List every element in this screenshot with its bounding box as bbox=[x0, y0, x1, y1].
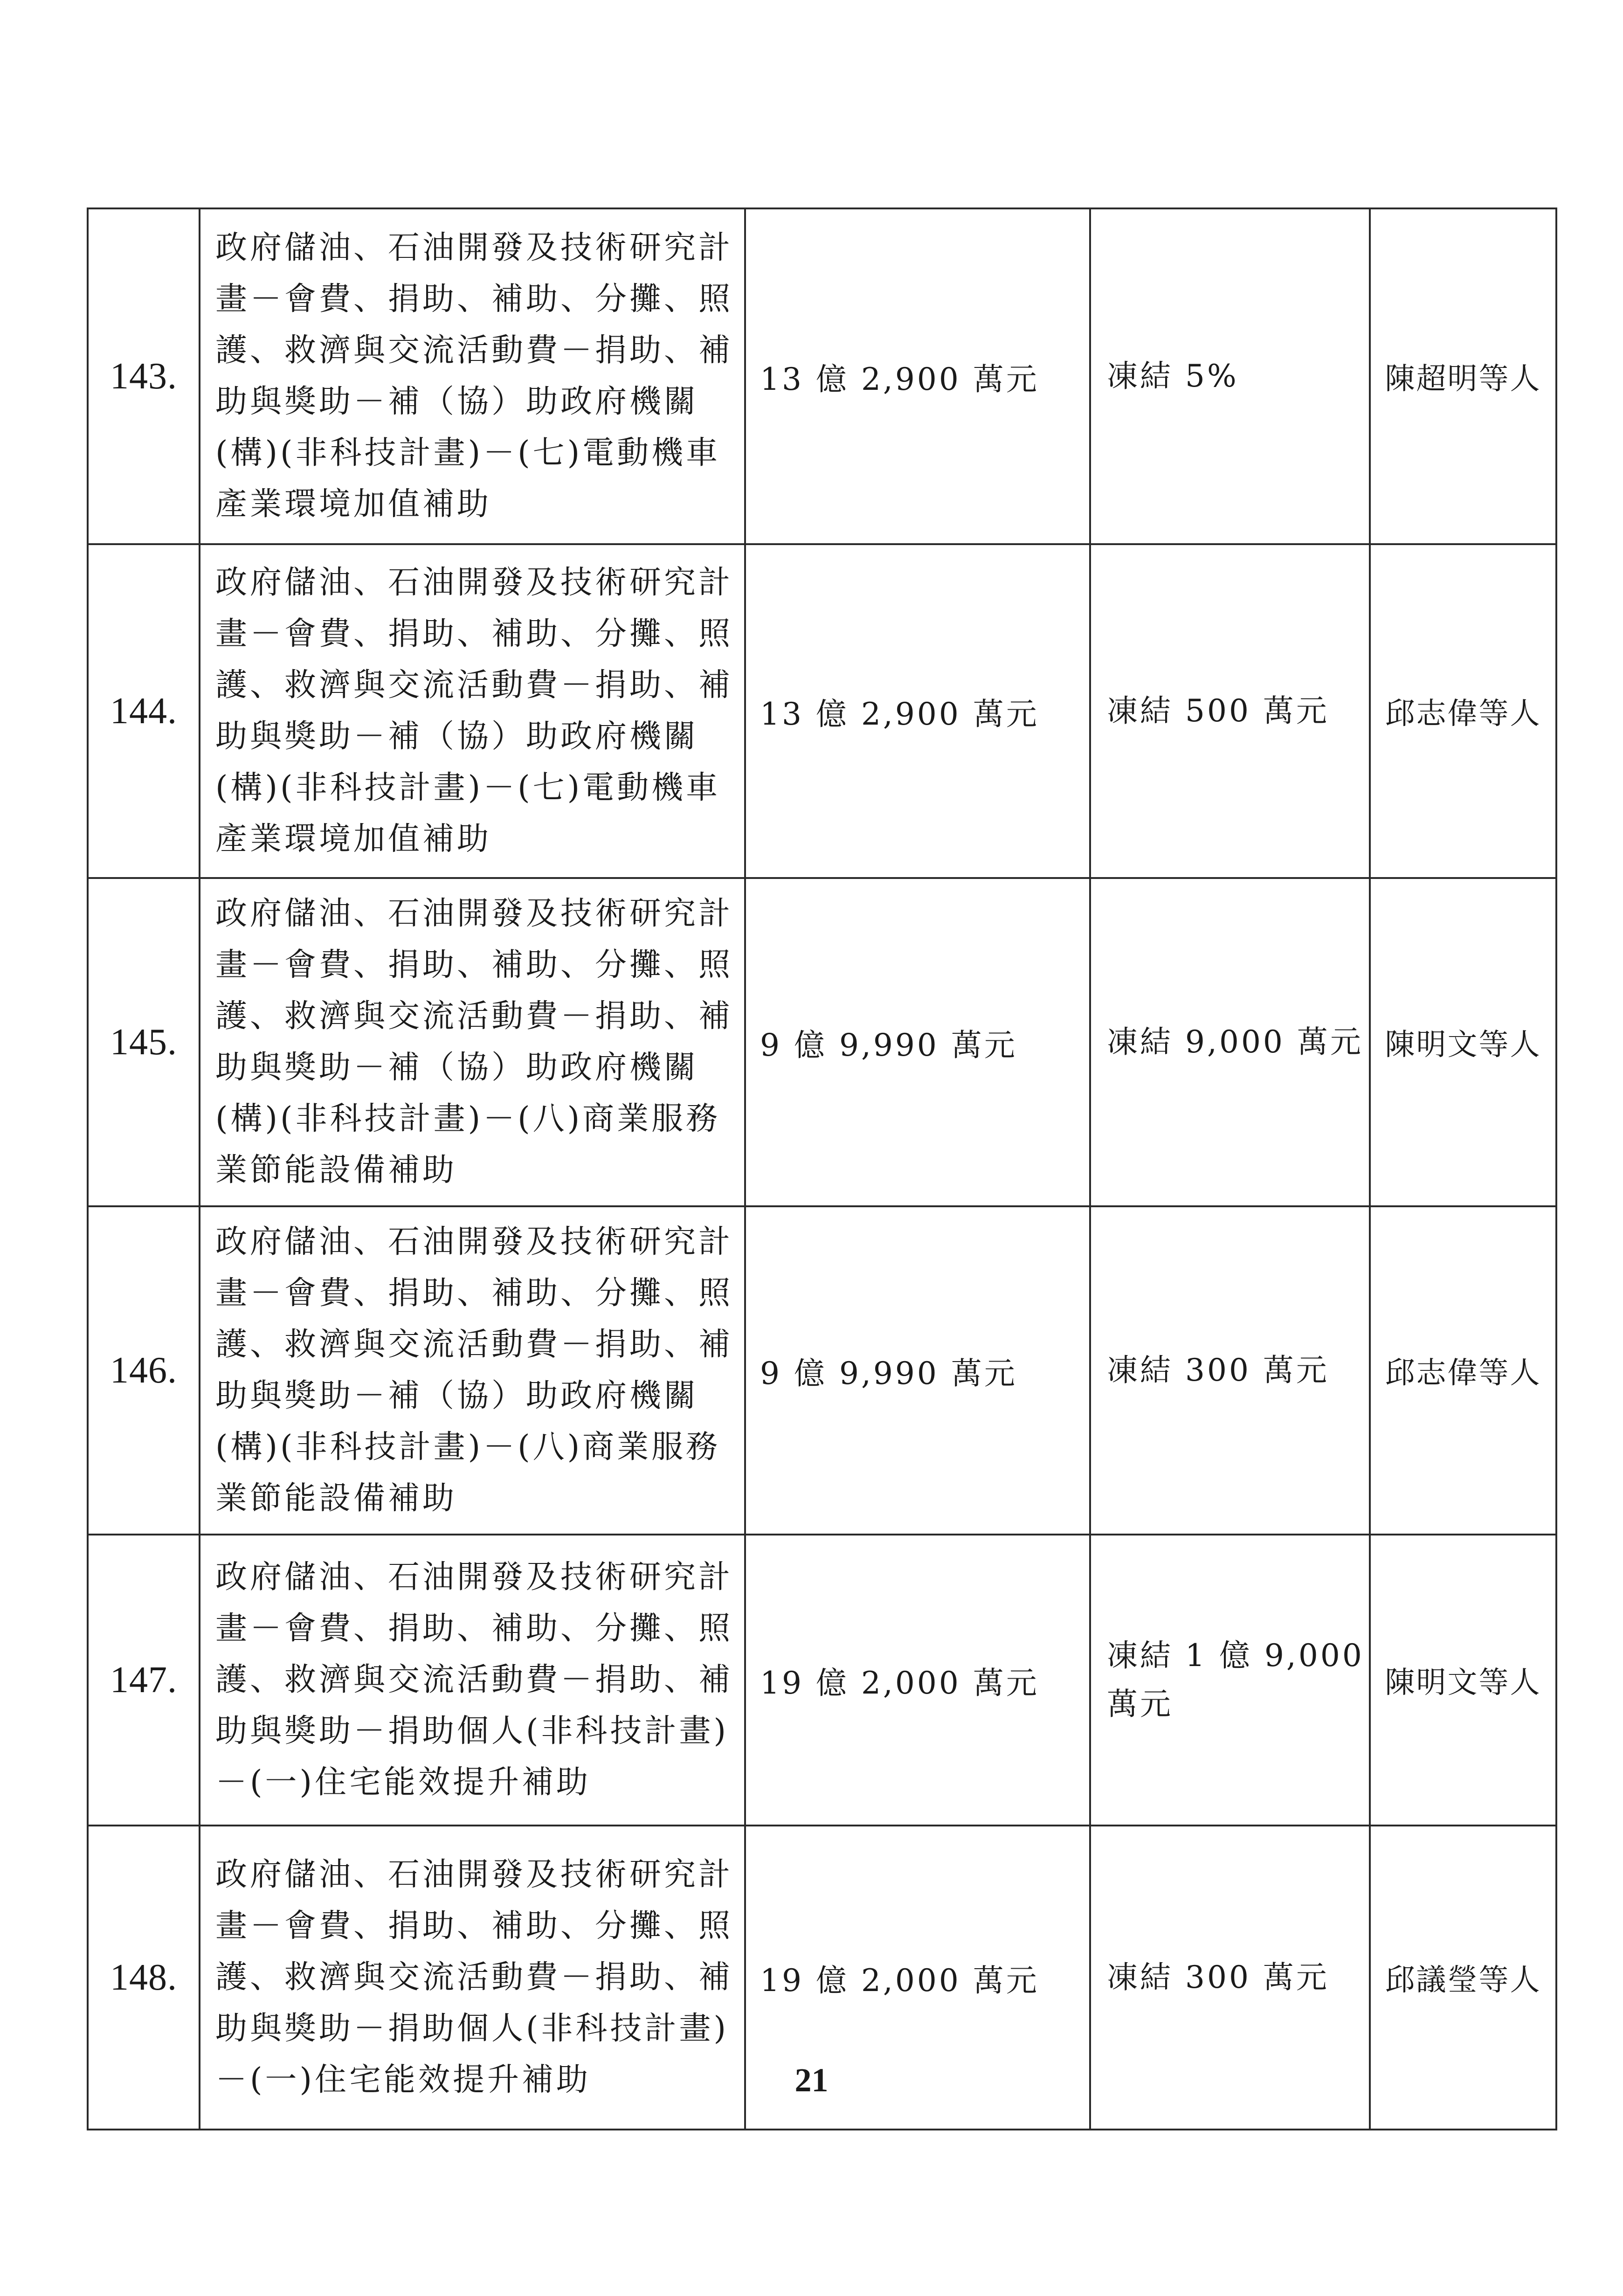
proposer: 邱志偉等人 bbox=[1370, 544, 1556, 878]
freeze-action: 凍結 300 萬元 bbox=[1090, 1826, 1370, 2130]
budget-item: 政府儲油、石油開發及技術研究計畫－會費、捐助、補助、分攤、照護、救濟與交流活動費－捐助、補助與獎助－捐助個人(非科技計畫)－(一)住宅能效提升補助 bbox=[200, 1535, 745, 1826]
proposer: 邱議瑩等人 bbox=[1370, 1826, 1556, 2130]
row-number: 145. bbox=[88, 878, 200, 1206]
budget-amount: 9 億 9,990 萬元 bbox=[745, 1206, 1090, 1535]
table-row bbox=[88, 878, 1556, 1206]
budget-item: 政府儲油、石油開發及技術研究計畫－會費、捐助、補助、分攤、照護、救濟與交流活動費－捐助、補助與獎助－補（協）助政府機關(構)(非科技計畫)－(七)電動機車產業環境加值補助 bbox=[200, 544, 745, 878]
budget-amount: 19 億 2,000 萬元 bbox=[745, 1826, 1090, 2130]
budget-amount: 9 億 9,990 萬元 bbox=[745, 878, 1090, 1206]
budget-amount: 19 億 2,000 萬元 bbox=[745, 1535, 1090, 1826]
row-number: 147. bbox=[88, 1535, 200, 1826]
page-number: 21 bbox=[794, 2061, 829, 2099]
freeze-action: 凍結 9,000 萬元 bbox=[1090, 878, 1370, 1206]
table-row bbox=[88, 544, 1556, 878]
budget-item: 政府儲油、石油開發及技術研究計畫－會費、捐助、補助、分攤、照護、救濟與交流活動費－捐助、補助與獎助－補（協）助政府機關(構)(非科技計畫)－(八)商業服務業節能設備補助 bbox=[200, 878, 745, 1206]
table-row bbox=[88, 208, 1556, 544]
table-row bbox=[88, 1535, 1556, 1826]
table-row bbox=[88, 1206, 1556, 1535]
row-number: 148. bbox=[88, 1826, 200, 2130]
proposer: 陳明文等人 bbox=[1370, 1535, 1556, 1826]
freeze-action: 凍結 500 萬元 bbox=[1090, 544, 1370, 878]
proposer: 陳超明等人 bbox=[1370, 208, 1556, 544]
row-number: 144. bbox=[88, 544, 200, 878]
proposer: 邱志偉等人 bbox=[1370, 1206, 1556, 1535]
budget-amount: 13 億 2,900 萬元 bbox=[745, 208, 1090, 544]
budget-item: 政府儲油、石油開發及技術研究計畫－會費、捐助、補助、分攤、照護、救濟與交流活動費－捐助、補助與獎助－捐助個人(非科技計畫)－(一)住宅能效提升補助 bbox=[200, 1826, 745, 2130]
proposer: 陳明文等人 bbox=[1370, 878, 1556, 1206]
row-number: 143. bbox=[88, 208, 200, 544]
freeze-action: 凍結 5% bbox=[1090, 208, 1370, 544]
budget-item: 政府儲油、石油開發及技術研究計畫－會費、捐助、補助、分攤、照護、救濟與交流活動費－捐助、補助與獎助－補（協）助政府機關(構)(非科技計畫)－(七)電動機車產業環境加值補助 bbox=[200, 208, 745, 544]
freeze-action: 凍結 300 萬元 bbox=[1090, 1206, 1370, 1535]
budget-proposal-table bbox=[87, 207, 1557, 2130]
freeze-action: 凍結 1 億 9,000 萬元 bbox=[1090, 1535, 1370, 1826]
budget-item: 政府儲油、石油開發及技術研究計畫－會費、捐助、補助、分攤、照護、救濟與交流活動費－捐助、補助與獎助－補（協）助政府機關(構)(非科技計畫)－(八)商業服務業節能設備補助 bbox=[200, 1206, 745, 1535]
row-number: 146. bbox=[88, 1206, 200, 1535]
budget-amount: 13 億 2,900 萬元 bbox=[745, 544, 1090, 878]
